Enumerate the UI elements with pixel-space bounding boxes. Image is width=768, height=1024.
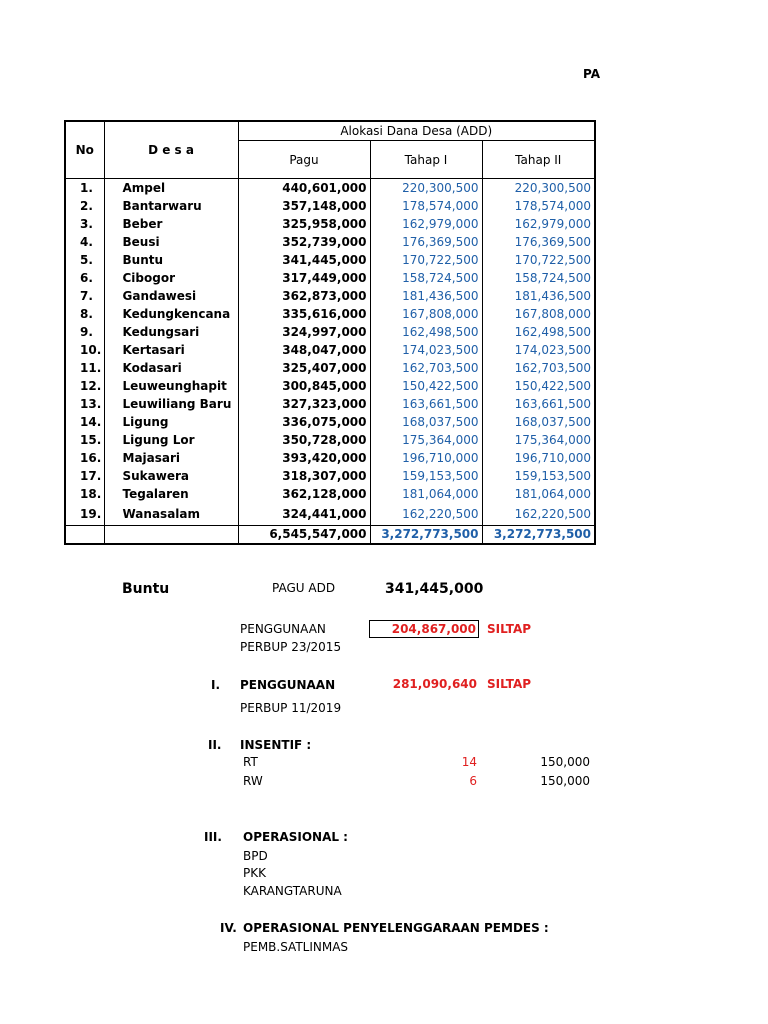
row-tahap1: 150,422,500 [370,377,482,395]
row-no: 14. [65,413,104,431]
row-desa: Buntu [104,251,238,269]
table-row [65,431,595,449]
row-desa: Kodasari [104,359,238,377]
row-pagu: 362,873,000 [238,287,370,305]
row-tahap2: 175,364,000 [482,431,595,449]
row-tahap1: 196,710,000 [370,449,482,467]
perbup-2015-label: PERBUP 23/2015 [240,640,342,654]
table-row [65,359,595,377]
rw-label: RW [243,774,263,788]
row-tahap1: 170,722,500 [370,251,482,269]
row-tahap2: 163,661,500 [482,395,595,413]
table-row [65,341,595,359]
row-no: 5. [65,251,104,269]
row-pagu: 357,148,000 [238,197,370,215]
table-row [65,395,595,413]
row-no: 12. [65,377,104,395]
row-tahap2: 181,436,500 [482,287,595,305]
row-tahap1: 162,703,500 [370,359,482,377]
row-pagu: 324,441,000 [238,503,370,526]
header-tahap1: Tahap I [370,141,482,179]
row-no: 17. [65,467,104,485]
row-pagu: 362,128,000 [238,485,370,503]
table-row [65,251,595,269]
header-group-add: Alokasi Dana Desa (ADD) [238,121,595,141]
rt-amount: 150,000 [540,755,590,769]
row-no: 2. [65,197,104,215]
row-no: 15. [65,431,104,449]
row-no: 19. [65,503,104,526]
row-no: 11. [65,359,104,377]
section-4-number: IV. [220,921,237,935]
row-pagu: 325,958,000 [238,215,370,233]
row-desa: Kedungkencana [104,305,238,323]
row-tahap1: 181,064,000 [370,485,482,503]
row-tahap2: 162,703,500 [482,359,595,377]
row-no: 9. [65,323,104,341]
row-tahap1: 168,037,500 [370,413,482,431]
row-desa: Tegalaren [104,485,238,503]
row-tahap1: 162,220,500 [370,503,482,526]
row-tahap1: 158,724,500 [370,269,482,287]
row-pagu: 300,845,000 [238,377,370,395]
row-tahap2: 176,369,500 [482,233,595,251]
row-tahap2: 150,422,500 [482,377,595,395]
row-tahap2: 178,574,000 [482,197,595,215]
row-tahap2: 220,300,500 [482,179,595,198]
row-tahap1: 167,808,000 [370,305,482,323]
row-pagu: 324,997,000 [238,323,370,341]
row-desa: Bantarwaru [104,197,238,215]
table-row [65,287,595,305]
pagu-add-label: PAGU ADD [272,581,336,595]
row-desa: Beusi [104,233,238,251]
row-desa: Ligung [104,413,238,431]
perbup-2019-label: PERBUP 11/2019 [240,701,342,715]
pkk-label: PKK [243,866,266,880]
table-row [65,179,595,198]
section-3-number: III. [204,830,222,844]
row-no: 8. [65,305,104,323]
row-no: 4. [65,233,104,251]
row-pagu: 327,323,000 [238,395,370,413]
row-tahap1: 162,498,500 [370,323,482,341]
rw-amount: 150,000 [540,774,590,788]
total-empty-no [65,526,104,545]
satlinmas-label: PEMB.SATLINMAS [243,940,349,954]
row-tahap2: 159,153,500 [482,467,595,485]
row-pagu: 335,616,000 [238,305,370,323]
row-pagu: 393,420,000 [238,449,370,467]
row-pagu: 325,407,000 [238,359,370,377]
table-row [65,305,595,323]
row-desa: Wanasalam [104,503,238,526]
row-pagu: 318,307,000 [238,467,370,485]
row-tahap2: 167,808,000 [482,305,595,323]
table-row [65,269,595,287]
row-tahap2: 168,037,500 [482,413,595,431]
row-desa: Kedungsari [104,323,238,341]
rt-label: RT [243,755,258,769]
row-pagu: 341,445,000 [238,251,370,269]
row-pagu: 336,075,000 [238,413,370,431]
row-tahap1: 178,574,000 [370,197,482,215]
table-total-row [65,526,595,545]
row-tahap1: 162,979,000 [370,215,482,233]
row-no: 10. [65,341,104,359]
penggunaan-2015-value: 204,867,000 [369,620,479,638]
row-pagu: 348,047,000 [238,341,370,359]
penggunaan-2019-value: 281,090,640 [392,677,477,691]
table-row [65,485,595,503]
row-tahap2: 162,498,500 [482,323,595,341]
row-no: 1. [65,179,104,198]
row-desa: Kertasari [104,341,238,359]
add-allocation-table [64,120,596,545]
row-pagu: 440,601,000 [238,179,370,198]
row-desa: Ligung Lor [104,431,238,449]
row-tahap2: 158,724,500 [482,269,595,287]
table-row [65,449,595,467]
row-tahap1: 163,661,500 [370,395,482,413]
table-row [65,377,595,395]
row-tahap2: 170,722,500 [482,251,595,269]
row-pagu: 317,449,000 [238,269,370,287]
penggunaan-2015-label: PENGGUNAAN [240,622,326,636]
row-no: 7. [65,287,104,305]
section-2-number: II. [208,738,222,752]
table-row [65,467,595,485]
section-1-label: PENGGUNAAN [240,678,336,692]
table-row [65,503,595,526]
total-empty-desa [104,526,238,545]
total-pagu: 6,545,547,000 [238,526,370,545]
header-desa: D e s a [104,121,238,179]
table-row [65,233,595,251]
section-1-number: I. [211,678,221,692]
row-desa: Gandawesi [104,287,238,305]
row-desa: Leuwiliang Baru [104,395,238,413]
row-desa: Ampel [104,179,238,198]
detail-desa-name: Buntu [122,581,170,597]
rt-count: 14 [461,755,477,769]
row-desa: Beber [104,215,238,233]
row-tahap2: 162,979,000 [482,215,595,233]
row-tahap2: 196,710,000 [482,449,595,467]
total-tahap2: 3,272,773,500 [482,526,595,545]
header-tahap2: Tahap II [482,141,595,179]
row-tahap2: 174,023,500 [482,341,595,359]
table-row [65,413,595,431]
row-tahap1: 175,364,000 [370,431,482,449]
header-no: No [65,121,104,179]
row-tahap2: 181,064,000 [482,485,595,503]
section-4-label: OPERASIONAL PENYELENGGARAAN PEMDES : [243,921,549,935]
table-row [65,323,595,341]
row-pagu: 350,728,000 [238,431,370,449]
row-desa: Leuweunghapit [104,377,238,395]
row-no: 3. [65,215,104,233]
row-tahap2: 162,220,500 [482,503,595,526]
table-row [65,215,595,233]
row-no: 16. [65,449,104,467]
section-2-label: INSENTIF : [240,738,312,752]
bpd-label: BPD [243,849,268,863]
row-no: 18. [65,485,104,503]
row-desa: Majasari [104,449,238,467]
siltap-2019-label: SILTAP [487,677,532,691]
row-tahap1: 174,023,500 [370,341,482,359]
header-pagu: Pagu [238,141,370,179]
row-tahap1: 181,436,500 [370,287,482,305]
pagu-add-value: 341,445,000 [385,581,484,597]
total-tahap1: 3,272,773,500 [370,526,482,545]
rw-count: 6 [469,774,477,788]
row-no: 6. [65,269,104,287]
row-no: 13. [65,395,104,413]
row-tahap1: 176,369,500 [370,233,482,251]
row-tahap1: 220,300,500 [370,179,482,198]
section-3-label: OPERASIONAL : [243,830,348,844]
table-row [65,197,595,215]
siltap-2015-label: SILTAP [487,622,532,636]
page-title-fragment: PA [583,67,600,81]
karangtaruna-label: KARANGTARUNA [243,884,342,898]
row-tahap1: 159,153,500 [370,467,482,485]
row-desa: Sukawera [104,467,238,485]
row-pagu: 352,739,000 [238,233,370,251]
row-desa: Cibogor [104,269,238,287]
